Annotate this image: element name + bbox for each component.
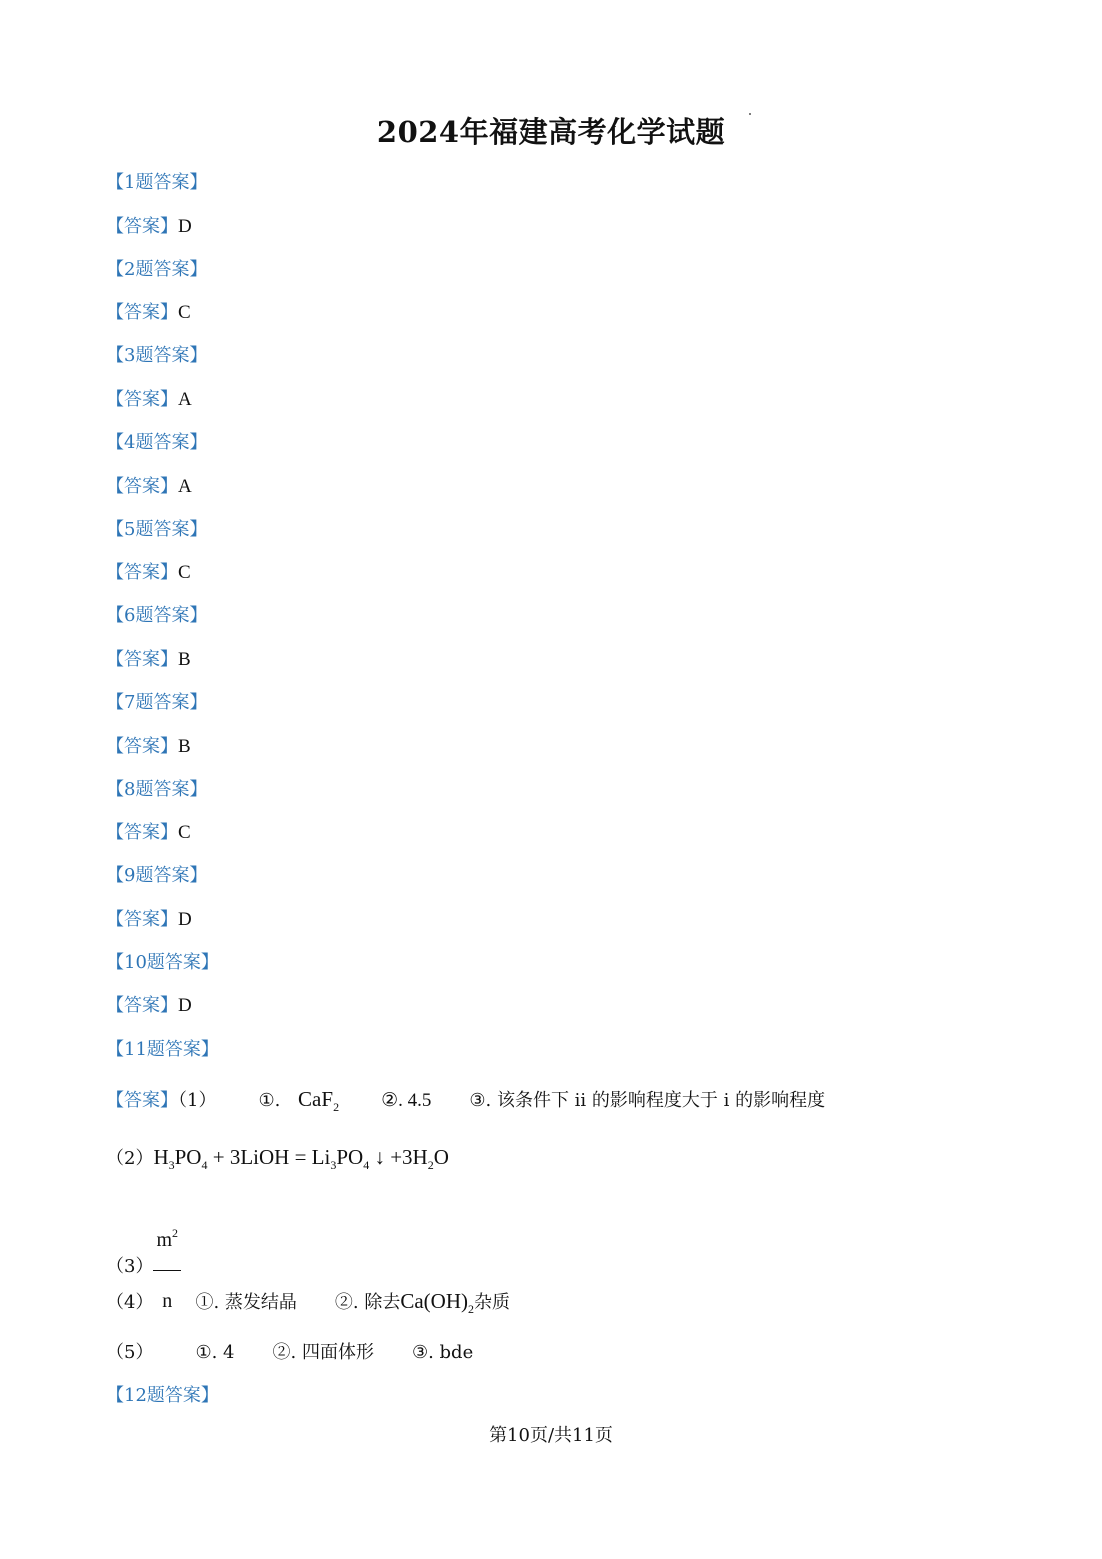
question-header: 【2题答案】 bbox=[106, 259, 208, 280]
sub-answer-2: ②. 除去 bbox=[334, 1292, 401, 1313]
part-number: （5） bbox=[106, 1342, 154, 1363]
formula-base: CaF bbox=[298, 1087, 334, 1111]
q11-part5 bbox=[106, 1341, 473, 1365]
sub-answer-1: ①. 蒸发结晶 bbox=[195, 1292, 297, 1313]
answer-line bbox=[106, 388, 192, 412]
answer-label: 【答案】 bbox=[106, 995, 178, 1016]
sub-answer-2-tail: 杂质 bbox=[474, 1292, 511, 1313]
sub-answer-3: ③. 该条件下 ii 的影响程度大于 i 的影响程度 bbox=[469, 1090, 826, 1111]
answer-value: C bbox=[178, 562, 191, 583]
answer-label: 【答案】 bbox=[106, 562, 178, 583]
part-number: （1） bbox=[178, 1090, 217, 1111]
answer-label: 【答案】 bbox=[106, 736, 178, 757]
answer-line bbox=[106, 994, 192, 1018]
sub-answer-1: ①. bbox=[258, 1090, 281, 1111]
formula-subscript: 2 bbox=[468, 1302, 475, 1316]
sub-answer-3: ③. bde bbox=[411, 1342, 474, 1363]
equation bbox=[153, 1145, 449, 1172]
part-number: （2） bbox=[106, 1148, 154, 1169]
answer-label: 【答案】 bbox=[106, 822, 178, 843]
eq-sub: 4 bbox=[363, 1158, 370, 1172]
question-header: 【6题答案】 bbox=[106, 605, 208, 626]
eq-text: ↓ +3H bbox=[369, 1145, 428, 1169]
answer-label: 【答案】 bbox=[106, 649, 178, 670]
question-header: 【10题答案】 bbox=[106, 952, 219, 973]
answer-value: A bbox=[178, 389, 192, 410]
fraction-denominator: n bbox=[162, 1290, 173, 1312]
answer-value: C bbox=[178, 302, 191, 323]
answer-label: 【答案】 bbox=[106, 302, 178, 323]
sub-answer-1: ①. 4 bbox=[195, 1342, 235, 1363]
q11-part4 bbox=[106, 1289, 510, 1321]
part-number: （3） bbox=[106, 1256, 154, 1277]
formula-subscript: 2 bbox=[333, 1100, 340, 1114]
fraction-numerator bbox=[153, 1205, 181, 1271]
question-header: 【4题答案】 bbox=[106, 432, 208, 453]
formula-base: Ca(OH) bbox=[400, 1289, 469, 1313]
eq-text: PO bbox=[336, 1145, 364, 1169]
eq-text: H bbox=[153, 1145, 169, 1169]
answer-value: D bbox=[178, 216, 192, 237]
answer-line bbox=[106, 735, 191, 759]
sub-answer-2: ②. 四面体形 bbox=[272, 1342, 374, 1363]
eq-sub: 3 bbox=[168, 1158, 175, 1172]
answer-value: C bbox=[178, 822, 191, 843]
question-header: 【12题答案】 bbox=[106, 1385, 219, 1406]
answer-line bbox=[106, 821, 191, 845]
sub-answer-2: ②. 4.5 bbox=[381, 1090, 432, 1111]
question-header: 【8题答案】 bbox=[106, 779, 208, 800]
question-header: 【1题答案】 bbox=[106, 172, 208, 193]
eq-sub: 2 bbox=[427, 1158, 434, 1172]
eq-sub: 4 bbox=[201, 1158, 208, 1172]
answer-label: 【答案】 bbox=[106, 216, 178, 237]
question-header: 【9题答案】 bbox=[106, 865, 208, 886]
answer-line bbox=[106, 301, 191, 325]
stray-dot bbox=[749, 113, 751, 115]
answer-value: D bbox=[178, 995, 192, 1016]
answer-line bbox=[106, 475, 192, 499]
part-number: （4） bbox=[106, 1292, 154, 1313]
answer-label: 【答案】 bbox=[106, 1090, 178, 1111]
answer-value: D bbox=[178, 909, 192, 930]
eq-text: PO bbox=[174, 1145, 202, 1169]
question-header: 【5题答案】 bbox=[106, 519, 208, 540]
question-header: 【3题答案】 bbox=[106, 345, 208, 366]
answer-value: B bbox=[178, 649, 191, 670]
answer-label: 【答案】 bbox=[106, 909, 178, 930]
eq-sub: 3 bbox=[330, 1158, 337, 1172]
formula-caf2 bbox=[298, 1087, 340, 1114]
formula-caoh2 bbox=[400, 1289, 475, 1316]
q11-part1 bbox=[106, 1087, 825, 1119]
answer-line bbox=[106, 215, 192, 239]
eq-text: O bbox=[433, 1145, 449, 1169]
numerator-base: m bbox=[156, 1229, 173, 1251]
answer-value: B bbox=[178, 736, 191, 757]
question-header: 【7题答案】 bbox=[106, 692, 208, 713]
answer-label: 【答案】 bbox=[106, 389, 178, 410]
answer-label: 【答案】 bbox=[106, 476, 178, 497]
answer-line bbox=[106, 648, 191, 672]
page-footer: 第10页/共11页 bbox=[489, 1425, 613, 1446]
q11-part2 bbox=[106, 1145, 449, 1177]
answer-value: A bbox=[178, 476, 192, 497]
eq-text: + 3LiOH = Li bbox=[207, 1145, 331, 1169]
page-title: 2024年福建高考化学试题 bbox=[376, 115, 726, 149]
numerator-superscript: 2 bbox=[172, 1226, 179, 1240]
answer-line bbox=[106, 561, 191, 585]
question-header: 【11题答案】 bbox=[106, 1039, 219, 1060]
answer-line bbox=[106, 908, 192, 932]
